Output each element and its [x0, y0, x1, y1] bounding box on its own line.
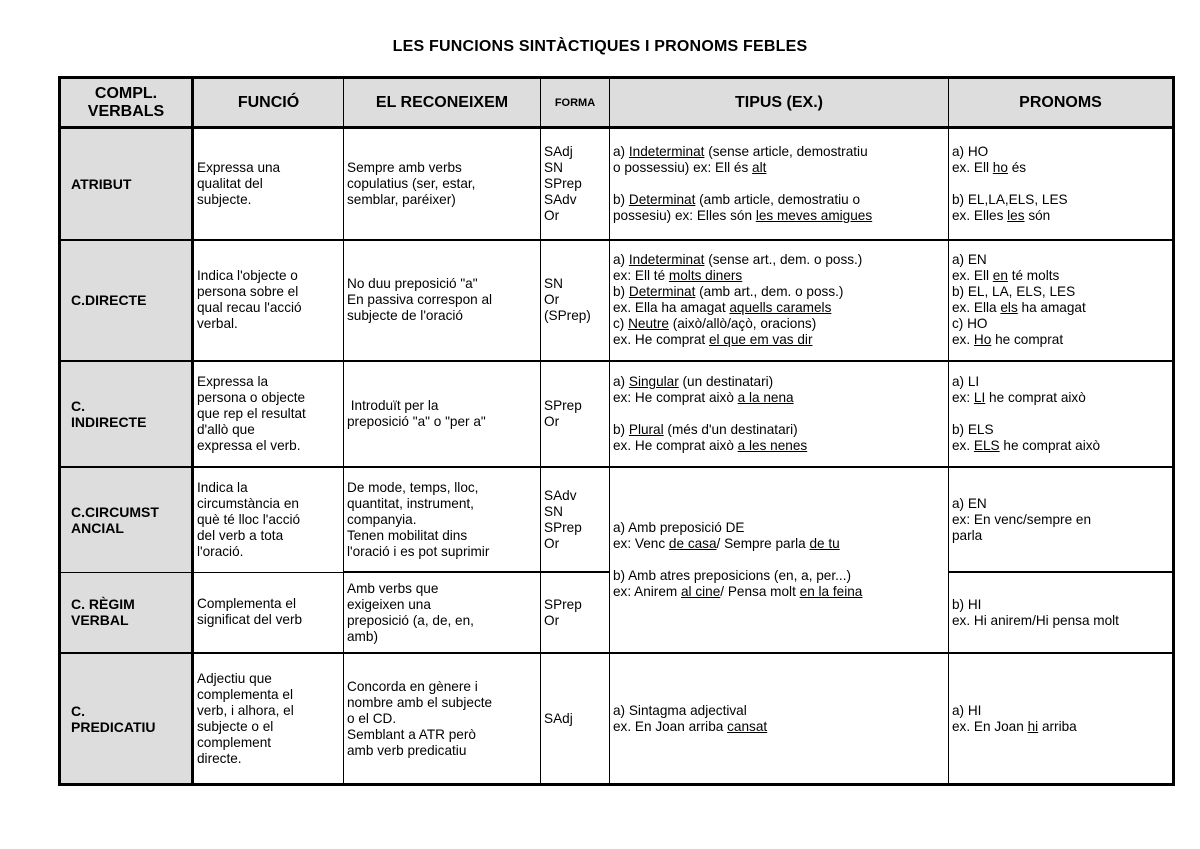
header-pronoms: PRONOMS — [949, 78, 1174, 128]
syntax-table — [58, 76, 1175, 786]
row-circumstancial — [60, 467, 1174, 572]
row-atribut — [60, 128, 1174, 240]
row-label-indirecte: C. INDIRECTE — [60, 361, 193, 467]
funcio-cell: Expressa la persona o objecte que rep el resultat d'allò que expressa el verb. — [193, 361, 344, 467]
reconeixem-cell: Concorda en gènere i nombre amb el subjecte o el CD. Semblant a ATR però amb verb predicatiu — [344, 653, 541, 784]
forma-cell: SAdv SN SPrep Or — [541, 467, 610, 572]
tipus-cell-shared: a) Amb preposició DE ex: Venc de casa/ Sempre parla de tu b) Amb atres preposicions (en, a, per...) ex: Anirem al cine/ Pensa molt en la feina — [610, 467, 949, 653]
header-reconeixem: EL RECONEIXEM — [344, 78, 541, 128]
tipus-cell: a) Singular (un destinatari) ex: He comprat això a la nena b) Plural (més d'un destinatari) ex. He comprat això a les nenes — [610, 361, 949, 467]
reconeixem-cell: No duu preposició "a" En passiva correspon al subjecte de l'oració — [344, 240, 541, 361]
row-predicatiu — [60, 653, 1174, 784]
header-compl-verbals: COMPL. VERBALS — [60, 78, 193, 128]
forma-cell: SAdj SN SPrep SAdv Or — [541, 128, 610, 240]
row-label-directe: C.DIRECTE — [60, 240, 193, 361]
row-label-circumstancial: C.CIRCUMST ANCIAL — [60, 467, 193, 572]
header-forma: FORMA — [541, 78, 610, 128]
reconeixem-cell: De mode, temps, lloc, quantitat, instrument, companyia. Tenen mobilitat dins l'oració i es pot suprimir — [344, 467, 541, 572]
pronoms-cell: a) LI ex: LI he comprat això b) ELS ex. ELS he comprat això — [949, 361, 1174, 467]
tipus-cell: a) Sintagma adjectival ex. En Joan arriba cansat — [610, 653, 949, 784]
pronoms-cell: a) EN ex. Ell en té molts b) EL, LA, ELS, LES ex. Ella els ha amagat c) HO ex. Ho he comprat — [949, 240, 1174, 361]
forma-cell: SPrep Or — [541, 361, 610, 467]
pronoms-cell: b) HI ex. Hi anirem/Hi pensa molt — [949, 572, 1174, 653]
reconeixem-cell: Sempre amb verbs copulatius (ser, estar, semblar, paréixer) — [344, 128, 541, 240]
pronoms-cell: a) HO ex. Ell ho és b) EL,LA,ELS, LES ex. Elles les són — [949, 128, 1174, 240]
reconeixem-cell: Amb verbs que exigeixen una preposició (a, de, en, amb) — [344, 572, 541, 653]
funcio-cell: Indica la circumstància en què té lloc l'acció del verb a tota l'oració. — [193, 467, 344, 572]
tipus-cell: a) Indeterminat (sense art., dem. o poss.) ex: Ell té molts diners b) Determinat (amb art., dem. o poss.) ex. Ella ha amagat aquells caramels c) Neutre (això/allò/açò, oracions) ex. He comprat el que em vas dir — [610, 240, 949, 361]
reconeixem-cell: Introduït per la preposició "a" o "per a" — [344, 361, 541, 467]
header-tipus: TIPUS (EX.) — [610, 78, 949, 128]
tipus-cell: a) Indeterminat (sense article, demostratiu o possessiu) ex: Ell és alt b) Determinat (amb article, demostratiu o possesiu) ex: Elles són les meves amigues — [610, 128, 949, 240]
pronoms-cell: a) EN ex: En venc/sempre en parla — [949, 467, 1174, 572]
funcio-cell: Expressa una qualitat del subjecte. — [193, 128, 344, 240]
forma-cell: SPrep Or — [541, 572, 610, 653]
row-directe — [60, 240, 1174, 361]
row-label-atribut: ATRIBUT — [60, 128, 193, 240]
funcio-cell: Complementa el significat del verb — [193, 572, 344, 653]
page-title: LES FUNCIONS SINTÀCTIQUES I PRONOMS FEBLES — [392, 38, 808, 55]
header-funcio: FUNCIÓ — [193, 78, 344, 128]
forma-cell: SAdj — [541, 653, 610, 784]
row-label-predicatiu: C. PREDICATIU — [60, 653, 193, 784]
header-row — [60, 78, 1174, 128]
funcio-cell: Indica l'objecte o persona sobre el qual recau l'acció verbal. — [193, 240, 344, 361]
row-label-regim: C. RÈGIM VERBAL — [60, 572, 193, 653]
pronoms-cell: a) HI ex. En Joan hi arriba — [949, 653, 1174, 784]
row-indirecte — [60, 361, 1174, 467]
forma-cell: SN Or (SPrep) — [541, 240, 610, 361]
funcio-cell: Adjectiu que complementa el verb, i alhora, el subjecte o el complement directe. — [193, 653, 344, 784]
